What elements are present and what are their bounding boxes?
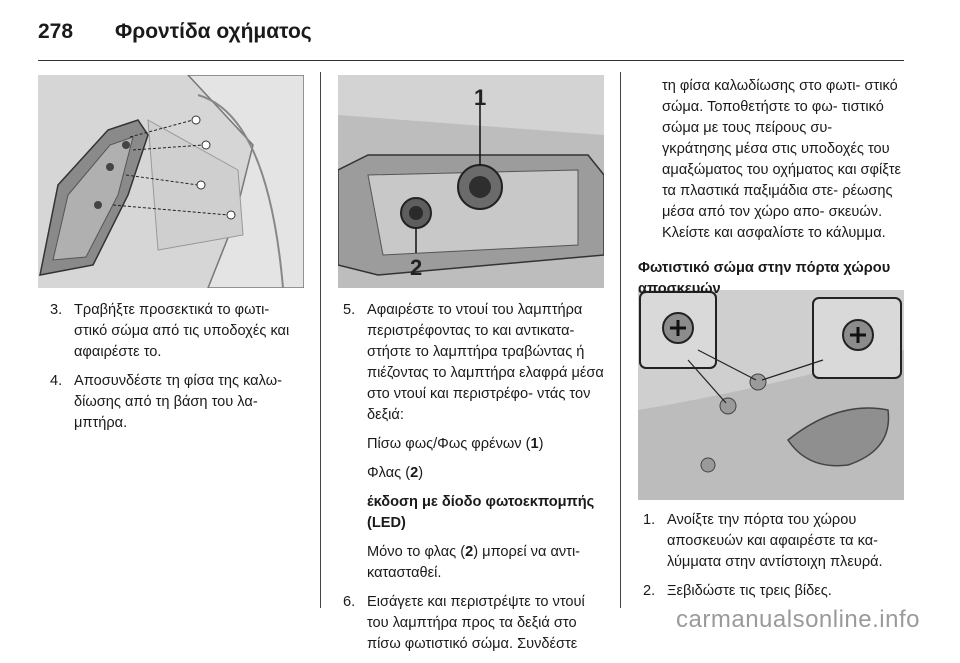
- step-number: 2.: [643, 583, 656, 599]
- step-text: Τραβήξτε προσεκτικά το φωτι- στικό σώμα από τις υποδοχές και αφαιρέστε το.: [74, 302, 290, 360]
- step-3: [50, 300, 306, 363]
- step-text: Αποσυνδέστε τη φίσα της καλω- δίωσης από τη βάση του λα- μπτήρα.: [74, 373, 282, 431]
- step-4: [50, 371, 306, 434]
- step-number: 4.: [50, 373, 63, 389]
- column-divider-left: [320, 72, 321, 608]
- led-text-ref: 2: [465, 544, 474, 560]
- step-number: 6.: [343, 594, 356, 610]
- step-number: 3.: [50, 302, 63, 318]
- right-column-steps: [643, 510, 905, 610]
- item-text: Πίσω φως/Φως φρένων (: [367, 436, 531, 452]
- bulb-holder-illustration: [338, 75, 604, 288]
- step-number: 5.: [343, 302, 356, 318]
- item-close: ): [538, 436, 544, 452]
- tailgate-step-1: [643, 510, 905, 573]
- item-rear-brake-light: [343, 434, 607, 455]
- section-heading: Φωτιστικό σώμα στην πόρτα χώρου αποσκευών: [638, 260, 891, 297]
- right-column-continuation: [638, 76, 904, 300]
- step-number: 1.: [643, 512, 656, 528]
- step-text: Ξεβιδώστε τις τρεις βίδες.: [667, 583, 832, 599]
- item-ref: 1: [530, 436, 539, 452]
- header-rule: [38, 60, 904, 61]
- page-number: 278: [38, 20, 74, 43]
- tailgate-light-illustration: [638, 290, 904, 500]
- item-text: Φλας (: [367, 465, 411, 481]
- item-close: ): [418, 465, 424, 481]
- step-6: [343, 592, 607, 655]
- item-turn-signal: [343, 463, 607, 484]
- column-divider-right: [620, 72, 621, 608]
- left-column-text: [50, 300, 306, 442]
- footer-brand-watermark: carmanualsonline.info: [676, 606, 920, 633]
- continuation-text: τη φίσα καλωδίωσης στο φωτι- στικό σώμα. Τοποθετήστε το φω- τιστικό σώμα με τους πείρους συ- γκράτησης μέσα στις υποδοχές του αμαξώματος του οχήματος και σφίξτε τα πλαστικά παξιμάδια στε- ρέωσης μέσα από τον χώρο απο- σκευών. Κλείστε και ασφαλίστε το κάλυμμα.: [662, 78, 902, 241]
- step-text: Ανοίξτε την πόρτα του χώρου αποσκευών και αφαιρέστε τα κα- λύμματα στην αντίστοιχη πλευρά.: [667, 512, 883, 570]
- tail-light-removal-illustration: [38, 75, 304, 288]
- led-version-heading: έκδοση με δίοδο φωτοεκπομπής (LED): [367, 494, 595, 531]
- callout-2: 2: [410, 255, 423, 280]
- item-ref: 2: [410, 465, 419, 481]
- page-title: Φροντίδα οχήματος: [115, 20, 312, 43]
- led-text-after: ) μπορεί να αντι- κατασταθεί.: [367, 544, 581, 581]
- led-version-text: [343, 542, 607, 584]
- tailgate-step-2: [643, 581, 905, 602]
- step-text: Αφαιρέστε το ντουί του λαμπτήρα περιστρέφοντας το και αντικατα- στήστε το λαμπτήρα τραβώντας ή πιέζοντας το λαμπτήρα ελαφρά μέσα στο ντουί και περιστρέφο- ντάς τον δεξιά:: [367, 302, 604, 423]
- middle-column-text: [343, 300, 607, 663]
- step-text: Εισάγετε και περιστρέψτε το ντουί του λαμπτήρα προς τα δεξιά στο πίσω φωτιστικό σώμα. Συνδέστε: [367, 594, 585, 652]
- led-text-before: Μόνο το φλας (: [367, 544, 466, 560]
- step-5: [343, 300, 607, 426]
- callout-1: 1: [474, 85, 487, 110]
